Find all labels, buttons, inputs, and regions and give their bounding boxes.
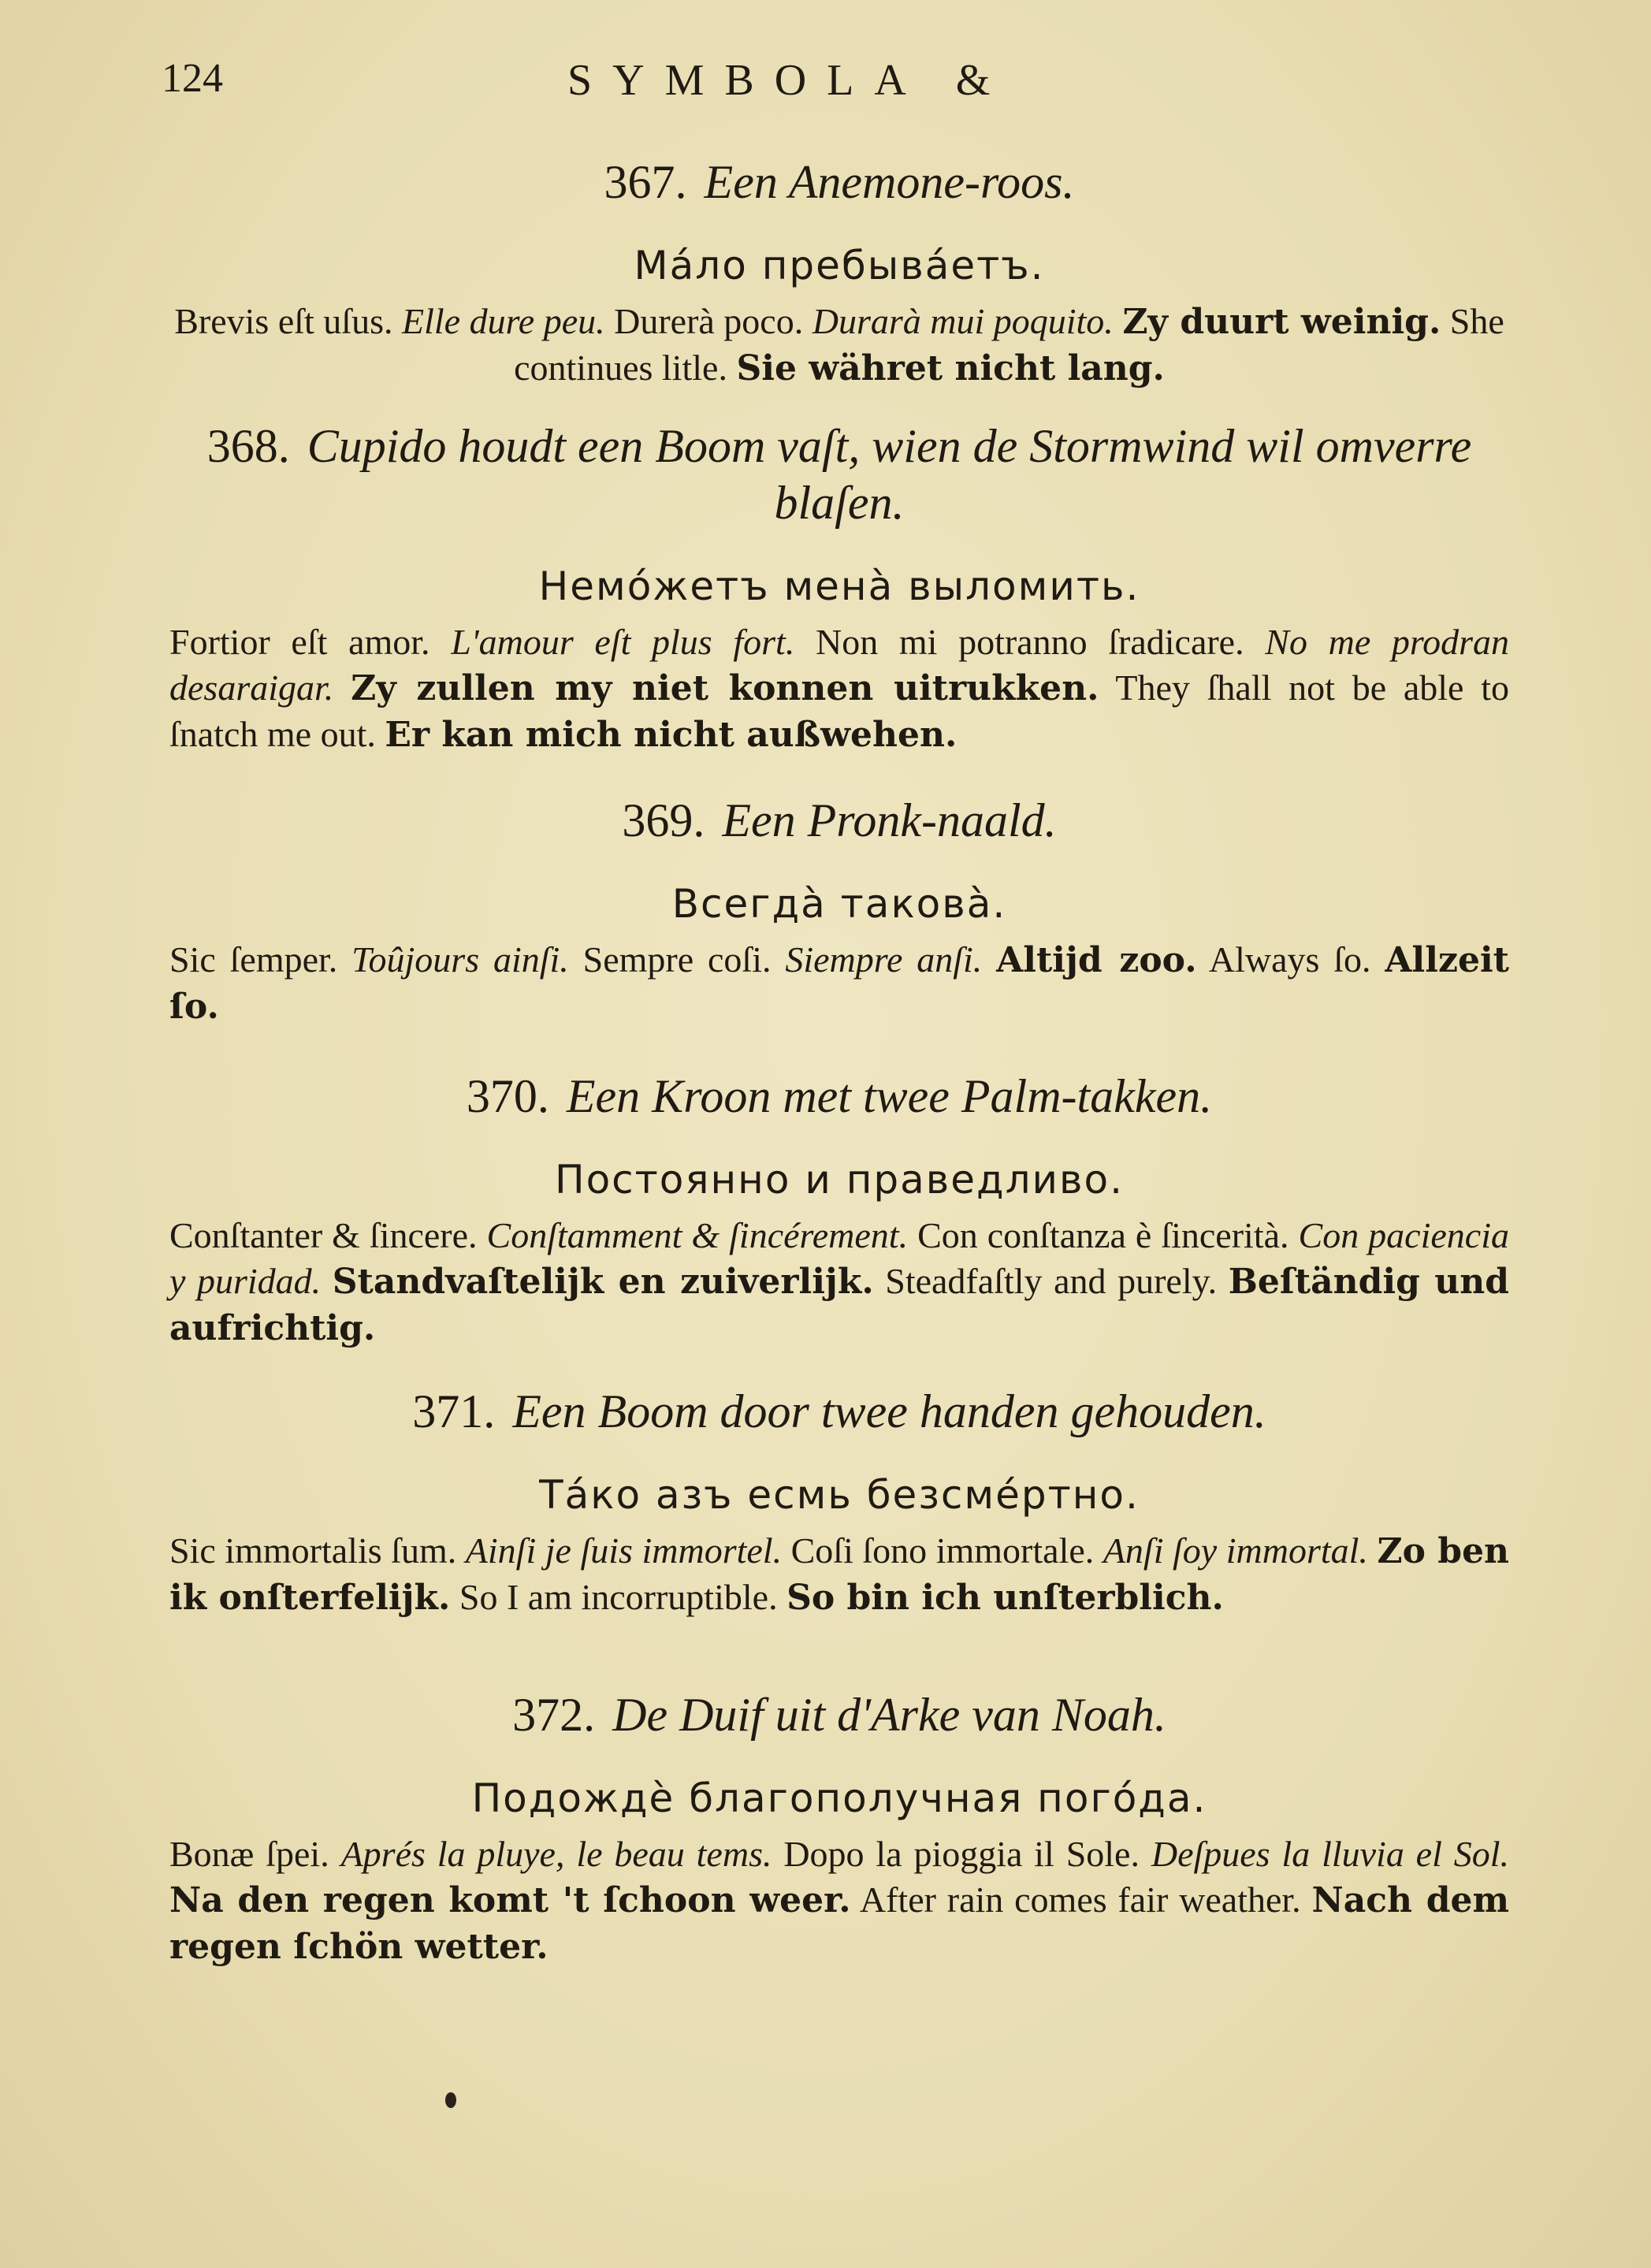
french-translation: L'amour eſt plus fort. <box>451 622 795 662</box>
german-translation: Nach dem regen ſchön wetter. <box>169 1880 1510 1967</box>
entry-title: 370. Een Kroon met twee Palm-takken. <box>466 1070 1213 1122</box>
french-translation: Aprés la pluye, le beau tems. <box>340 1834 772 1874</box>
latin-translation: Conſtanter & ſincere. <box>169 1215 478 1255</box>
latin-translation: Bonæ ſpei. <box>169 1834 329 1874</box>
spanish-translation: Durarà mui poquito. <box>812 301 1114 341</box>
translations <box>169 1213 1509 1352</box>
french-translation: Ainſi je ſuis immortel. <box>465 1530 783 1571</box>
italian-translation: Sempre coſi. <box>582 939 772 980</box>
translations <box>169 1831 1509 1970</box>
latin-translation: Sic ſemper. <box>169 939 338 980</box>
dutch-translation: Zo ben ik onſterfelijk. <box>169 1531 1510 1618</box>
german-translation: Beſtändig und aufrichtig. <box>169 1262 1510 1348</box>
spanish-translation: No me prodran desaraigar. <box>169 622 1509 708</box>
german-translation: Sie währet nicht lang. <box>736 348 1165 389</box>
slavonic-motto: Немóжетъ менà выломить. <box>538 563 1140 609</box>
slavonic-motto: Всегдà таковà. <box>671 881 1007 927</box>
slavonic-motto: Мáло пребывáетъ. <box>634 243 1045 288</box>
slavonic-motto: Тáко азъ есмь безсмéртно. <box>539 1472 1140 1518</box>
slavonic-motto: Подождѐ благополучная погóда. <box>471 1775 1207 1821</box>
spanish-translation: Anſi ſoy immortal. <box>1103 1530 1368 1571</box>
slavonic-motto: Постоянно и праведливо. <box>554 1157 1124 1203</box>
dutch-translation: Zy zullen my niet konnen uitrukken. <box>351 668 1099 708</box>
dutch-translation: Na den regen komt 't ſchoon weer. <box>169 1880 851 1920</box>
spanish-translation: Con paciencia y puridad. <box>169 1215 1509 1301</box>
english-translation: Always ſo. <box>1208 939 1371 980</box>
latin-translation: Sic immortalis ſum. <box>169 1530 457 1571</box>
french-translation: Toûjours ainſi. <box>351 939 569 980</box>
german-translation: So bin ich unſterblich. <box>786 1578 1224 1618</box>
english-translation: Steadfaſtly and purely. <box>885 1261 1218 1301</box>
translations <box>169 1528 1509 1621</box>
emblem-entry-367 <box>169 154 1509 392</box>
english-translation: After rain comes fair weather. <box>859 1879 1301 1920</box>
entry-title: 371. Een Boom door twee handen gehouden. <box>412 1385 1266 1437</box>
spanish-translation: Siempre anſi. <box>785 939 983 980</box>
english-translation: They ſhall not be able to ſnatch me out. <box>169 667 1510 754</box>
entry-title: 367. Een Anemone-roos. <box>604 156 1075 208</box>
dutch-translation: Altijd zoo. <box>996 940 1197 980</box>
translations <box>169 299 1509 392</box>
latin-translation: Brevis eſt uſus. <box>174 301 393 341</box>
page-number: 124 <box>162 56 223 101</box>
italian-translation: Con conſtanza è ſincerità. <box>917 1215 1289 1255</box>
running-title: SYMBOLA & <box>567 56 1011 105</box>
italian-translation: Coſi ſono immortale. <box>790 1530 1095 1571</box>
italian-translation: Non mi potranno ſradicare. <box>815 622 1244 662</box>
translations <box>169 937 1509 1030</box>
emblem-entry-369 <box>169 792 1509 1030</box>
italian-translation: Dopo la pioggia il Sole. <box>783 1834 1140 1874</box>
spanish-translation: Deſpues la lluvia el Sol. <box>1151 1834 1510 1874</box>
german-translation: Allzeit ſo. <box>169 940 1509 1027</box>
dutch-translation: Zy duurt weinig. <box>1122 302 1441 342</box>
dutch-translation: Standvaſtelijk en zuiverlijk. <box>332 1262 874 1302</box>
english-translation: She continues litle. <box>514 301 1504 388</box>
translations <box>169 619 1509 758</box>
emblem-entry-368 <box>169 418 1509 758</box>
ink-spot <box>445 2092 456 2108</box>
german-translation: Er kan mich nicht außwehen. <box>385 715 958 755</box>
emblem-entry-372 <box>169 1686 1509 1970</box>
entry-title: 368. Cupido houdt een Boom vaſt, wien de Stormwind wil omverre blaſen. <box>206 420 1472 529</box>
emblem-entry-371 <box>169 1383 1509 1621</box>
page-header <box>0 55 1651 118</box>
english-translation: So I am incorruptible. <box>459 1577 778 1617</box>
french-translation: Conſtamment & ſincérement. <box>486 1215 909 1255</box>
french-translation: Elle dure peu. <box>402 301 605 341</box>
entry-title: 369. Een Pronk-naald. <box>622 794 1057 846</box>
entry-title: 372. De Duif uit d'Arke van Noah. <box>512 1689 1166 1741</box>
italian-translation: Durerà poco. <box>614 301 804 341</box>
latin-translation: Fortior eſt amor. <box>169 622 430 662</box>
emblem-entry-370 <box>169 1068 1509 1352</box>
